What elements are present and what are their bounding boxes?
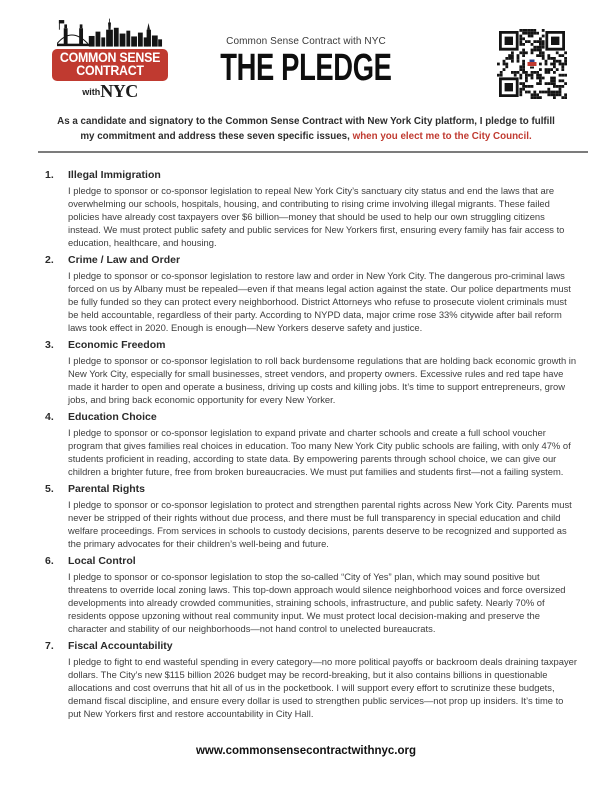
pledge-number: 6. (45, 555, 54, 567)
pledge-number: 2. (45, 254, 54, 266)
pledge-item-fiscal-accountability (45, 640, 578, 720)
pledge-item-crime-law-and-order (45, 254, 578, 334)
pledge-item-local-control (45, 555, 578, 635)
pledge-title: Illegal Immigration (68, 169, 161, 181)
pledge-body: I pledge to sponsor or co-sponsor legislation to protect and strengthen parental rights across New York City. Parents must never be stripped of their rights without due process, and there must be full transparency in special education and child welfare proceedings. From services in schools to custody decisions, parents deserve to be recognized and supported as the primary advocates for their children’s well-being and future. (68, 499, 572, 549)
pledge-title: Parental Rights (68, 483, 146, 495)
pledge-number: 1. (45, 169, 54, 181)
pledge-item-economic-freedom (45, 339, 578, 406)
pledge-body: I pledge to fight to end wasteful spending in every category—no more political payoffs or backroom deals draining taxpayer dollars. The City’s new $115 billion 2026 budget may be record-breaking, but it also contains billions in questionable allocations and cost overruns that hit all of us in the pocketbook. I will support every effort to scrutinize these budgets, demand fiscal discipline, and ensure every dollar is used to strengthen public services—not prop up insiders. It’s time to put New Yorkers first and restore accountability in City Hall. (68, 656, 577, 719)
qr-code (497, 29, 567, 99)
page-title: THE PLEDGE (220, 47, 392, 89)
pledge-body: I pledge to sponsor or co-sponsor legislation to expand private and charter schools and create a full school voucher program that gives families real choices in education. Too many New York City public schools are failing, with only 47% of students proficient in reading, according to state data. By empowering parents through school choice, we can give our children a brighter future, free from broken bureaucracies. We must put families and students first—not a failing system. (68, 427, 571, 477)
logo-banner-line2: CONTRACT (76, 62, 144, 78)
pledge-list (45, 169, 578, 725)
pledge-item-parental-rights (45, 483, 578, 550)
footer-website-link[interactable]: www.commonsensecontractwithnyc.org (195, 745, 417, 757)
pledge-body: I pledge to sponsor or co-sponsor legislation to restore law and order in New York City. The dangerous pro-criminal laws forced on us by Albany must be repealed—even if that means legal action against the state. Our police departments must be fully funded so they can protect every neighborhood. District Attorneys who refuse to prosecute violent criminals must be held accountable, regardless of their party. According to NYPD data, major crime rose 33% citywide after bail reform laws took effect in 2020. Enough is enough—New Yorkers deserve safety and justice. (68, 270, 571, 333)
logo-banner-line1: COMMON SENSE (59, 50, 161, 65)
logo-nyc-text: NYC (100, 81, 138, 101)
intro-lead-text: As a candidate and signatory to the Common Sense Contract with New York City platform, I pledge to fulfill my commitment and address these seven specific issues, (57, 115, 555, 142)
pledge-title: Local Control (68, 555, 136, 567)
pledge-body: I pledge to sponsor or co-sponsor legislation to repeal New York City’s sanctuary city status and end the laws that are overwhelming our schools, hospitals, housing, and contributing to rising crime involving illegal migrants. These failed policies have already cost taxpayers over $6 billion—money that should be used to help our own struggling citizens instead. We must protect public safety and public services for New Yorkers first, ensuring every family has fair access to education, healthcare, and housing. (68, 185, 565, 248)
pledge-number: 5. (45, 483, 54, 495)
logo-with-text: with (82, 87, 101, 97)
pledge-title: Crime / Law and Order (68, 254, 181, 266)
pledge-item-education-choice (45, 411, 578, 478)
intro-highlight-text: when you elect me to the City Council. (352, 130, 532, 142)
qr-center-logo (526, 58, 539, 71)
pledge-number: 4. (45, 411, 54, 423)
pledge-title: Economic Freedom (68, 339, 166, 351)
pledge-number: 3. (45, 339, 54, 351)
document-eyebrow: Common Sense Contract with NYC (226, 36, 386, 47)
pledge-body: I pledge to sponsor or co-sponsor legislation to roll back burdensome regulations that are holding back economic growth in New York City, especially for small businesses, street vendors, and property owners. Excessive rules and red tape have made it harder to open and operate a business, driving up costs and killing jobs. It’s time to support entrepreneurs, grow jobs, and bring back economic opportunity for every New Yorker. (68, 355, 577, 405)
pledge-title: Fiscal Accountability (68, 640, 173, 652)
pledge-item-illegal-immigration (45, 169, 578, 249)
intro-paragraph (53, 114, 559, 144)
footer (0, 741, 612, 759)
pledge-body: I pledge to sponsor or co-sponsor legislation to stop the so-called “City of Yes” plan, which may sound positive but threatens to override local zoning laws. This top-down approach would silence neighborhood voices and force oversized developments into already crowded communities, straining schools, infrastructure, and public safety. Nearly 70% of residents oppose upzoning without real community input. We must protect local decision-making and preserve the character and stability of our neighborhoods—not hand control to unelected bureaucrats. (68, 571, 566, 634)
section-divider (38, 151, 588, 153)
pledge-title: Education Choice (68, 411, 157, 423)
pledge-number: 7. (45, 640, 54, 652)
